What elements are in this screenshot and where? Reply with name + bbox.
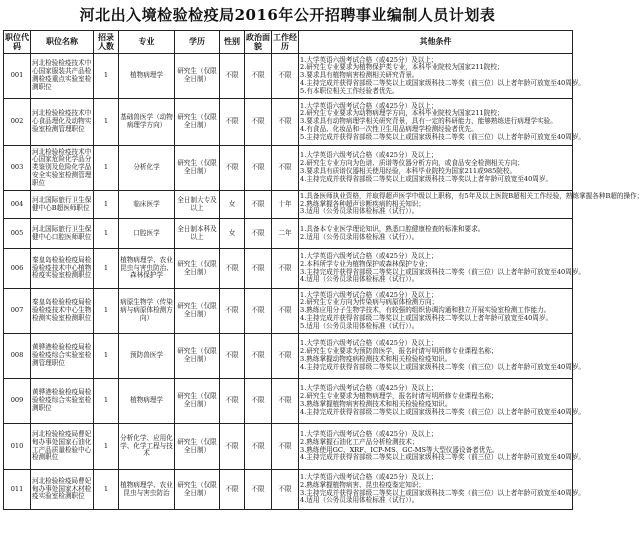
education-cell: 研究生（仅限全日制） — [175, 424, 220, 470]
gender-cell: 不限 — [220, 334, 245, 379]
major-cell: 植物病理学 — [119, 379, 175, 424]
education-cell: 研究生（仅限全日制） — [175, 334, 220, 379]
political-status-cell: 不限 — [245, 249, 272, 289]
position-name-cell: 河北检验检疫局曹妃甸办事处国家石油化工产品质量检验中心检测职位 — [31, 424, 94, 470]
gender-cell: 不限 — [220, 289, 245, 334]
condition-line: 3.主持完成并获得省部级二等奖以上或国家级科技二等奖（前三位）以上者年龄可放宽至40周岁。 — [300, 488, 586, 497]
work-experience-cell: 不限 — [272, 289, 299, 334]
gender-cell: 不限 — [220, 54, 245, 99]
position-code-cell: 006 — [4, 249, 31, 289]
header-gender: 性别 — [220, 31, 245, 54]
other-conditions-cell — [299, 99, 586, 146]
condition-line: 5.有本职位相关工作经验者优先。 — [300, 86, 399, 95]
other-conditions-cell — [299, 289, 573, 334]
condition-line: 2.熟练掌握石油化工产品分析检测技术； — [300, 437, 419, 446]
condition-line: 2.适用（公务员录用体检标准（试行））。 — [300, 232, 419, 241]
recruit-count-cell: 1 — [94, 379, 119, 424]
gender-cell: 女 — [220, 191, 245, 219]
position-name-cell: 秦皇岛检验检疫局检验检疫技术中心生物检测实验室检测职位 — [31, 289, 94, 334]
condition-line: 4.适用（公务员录用体检标准（试行））。 — [300, 275, 419, 284]
other-conditions-cell — [299, 424, 586, 470]
condition-line: 5.主持完成并获得省部级二等奖以上或国家级科技二等奖（前三位）以上者年龄可放宽至40周岁。 — [300, 132, 586, 141]
work-experience-cell: 不限 — [272, 334, 299, 379]
header-experience: 工作经历 — [272, 31, 299, 54]
condition-line: 2.研究生专业要求为动物病理学方向，本科毕业院校为国家211院校； — [300, 109, 504, 118]
recruit-count-cell: 1 — [94, 334, 119, 379]
condition-line: 3.熟练掌握植物病害检测技术和相关检验检疫知识。 — [300, 400, 452, 408]
work-experience-cell: 不限 — [272, 54, 299, 99]
table-row — [4, 219, 573, 249]
condition-line: 3.熟练掌握动物疫病检测技术和相关检验检疫知识。 — [300, 355, 452, 363]
condition-line: 3.要求具有动物病理学相关研究背景，具有一定的科研能力，能够熟练进行病理学实验。 — [300, 117, 557, 126]
gender-cell: 不限 — [220, 249, 245, 289]
position-code-cell: 003 — [4, 146, 31, 191]
other-conditions-cell — [299, 191, 643, 219]
political-status-cell: 不限 — [245, 334, 272, 379]
work-experience-cell: 不限 — [272, 99, 299, 146]
table-row — [4, 289, 573, 334]
position-code-cell: 009 — [4, 379, 31, 424]
condition-line: 5.适用（公务员录用体检标准（试行））。 — [300, 321, 419, 330]
major-cell: 植物病理学、农业昆虫与害虫防治 — [119, 470, 175, 510]
table-row — [4, 249, 573, 289]
major-cell: 预防兽医学 — [119, 334, 175, 379]
other-conditions-cell — [299, 146, 573, 191]
condition-line: 1.具备本专业医学理论知识，熟悉口腔健康检查的标准和要求。 — [300, 224, 485, 233]
table-row — [4, 191, 573, 219]
major-cell: 分析化学 — [119, 146, 175, 191]
condition-line: 1.大学英语六级考试合格（或425分）及以上； — [300, 101, 438, 110]
gender-cell: 不限 — [220, 146, 245, 191]
recruit-count-cell: 1 — [94, 54, 119, 99]
table-header-row — [4, 31, 573, 54]
condition-line: 1.大学英语六级考试合格（或425分）及以上； — [300, 339, 438, 348]
work-experience-cell: 不限 — [272, 146, 299, 191]
major-cell: 临床医学 — [119, 191, 175, 219]
work-experience-cell: 不限 — [272, 249, 299, 289]
condition-line: 1.大学英语六级考试合格（或425分）及以上； — [300, 472, 438, 481]
education-cell: 研究生（仅限全日制） — [175, 470, 220, 510]
recruit-count-cell: 1 — [94, 99, 119, 146]
table-row — [4, 424, 573, 470]
major-cell: 植物病理学 — [119, 54, 175, 99]
condition-line: 4.主持完成并获得省部级二等奖以上或国家级科技二等奖（前三位）以上者年龄可放宽至40周岁。 — [300, 407, 586, 416]
header-politics: 政治面貌 — [245, 31, 272, 54]
position-name-cell: 河北检验检疫技术中心国家危险化学品分类鉴别及危险化学品安全实验室检测管理职位 — [31, 146, 94, 191]
condition-line: 2.熟练掌握各种超声诊断疾病的相关知识； — [300, 199, 425, 208]
table-body — [4, 54, 643, 510]
other-conditions-cell — [299, 379, 586, 424]
position-code-cell: 005 — [4, 219, 31, 249]
condition-line: 3.要求具有质谱仪器相关使用经验，本科毕业院校为国家211或985院校。 — [300, 167, 517, 175]
education-cell: 研究生（仅限全日制） — [175, 99, 220, 146]
condition-line: 4.主持完成并获得省部级二等奖以上或国家级科技二等奖以上者年龄可放宽至40周岁。 — [300, 174, 553, 183]
condition-line: 2.研究生专业方向为色谱、质谱等仪器分析方向，或食品安全检测相关方向； — [300, 159, 524, 168]
position-name-cell: 河北检验检疫技术中心国家服装共产品检测检疫重点实验室检测职位 — [31, 54, 94, 99]
position-code-cell: 001 — [4, 54, 31, 99]
work-experience-cell: 不限 — [272, 379, 299, 424]
table-row — [4, 146, 573, 191]
recruit-count-cell: 1 — [94, 289, 119, 334]
condition-line: 2.研究生专业要求为预防兽医学，报名时请写明所修专业课程名称； — [300, 347, 498, 356]
political-status-cell: 不限 — [245, 54, 272, 99]
position-code-cell: 011 — [4, 470, 31, 510]
condition-line: 1.大学英语六级考试合格（或425分）及以上； — [300, 251, 438, 260]
header-major: 专业 — [119, 31, 175, 54]
major-cell: 基础兽医学（动物病理学方向） — [119, 99, 175, 146]
recruit-count-cell: 1 — [94, 219, 119, 249]
condition-line: 1.大学英语六级考试合格（或425分）及以上； — [300, 151, 438, 160]
position-name-cell: 秦皇岛检验检疫局检验检疫技术中心植物检疫实验室检测职位 — [31, 249, 94, 289]
table-row — [4, 379, 573, 424]
education-cell: 研究生（仅限全日制） — [175, 379, 220, 424]
work-experience-cell: 不限 — [272, 470, 299, 510]
work-experience-cell: 十年 — [272, 191, 299, 219]
condition-line: 3.适用（公务员录用体检标准（试行））。 — [300, 207, 419, 216]
condition-line: 4.主持完成并获得省部级二等奖以上或国家级科技二等奖（前三位）以上者年龄可放宽至40周岁。 — [300, 78, 586, 87]
recruitment-plan-table — [3, 30, 643, 510]
position-name-cell: 黄骅港检验检疫局检验检疫综合实验室检测管理职位 — [31, 334, 94, 379]
table-row — [4, 334, 573, 379]
condition-line: 2.研究生专业要求为植物保护类专业，本科毕业院校为国家211院校； — [300, 63, 504, 72]
gender-cell: 女 — [220, 219, 245, 249]
position-name-cell: 河北国际旅行卫生保健中心口腔医师职位 — [31, 219, 94, 249]
political-status-cell: 不限 — [245, 99, 272, 146]
major-cell: 口腔医学 — [119, 219, 175, 249]
condition-line: 1.大学英语六级考试合格（或425分）及以上； — [300, 384, 438, 393]
header-name: 职位名称 — [31, 31, 94, 54]
condition-line: 4.主持完成并获得省部级二等奖以上或国家级科技二等奖以上者年龄可放宽至40周岁。 — [300, 313, 553, 322]
major-cell: 植物病理学、农业昆虫与害虫防治、森林保护学 — [119, 249, 175, 289]
document-title: 河北出入境检验检疫局2016年公开招聘事业编制人员计划表 — [79, 6, 496, 24]
condition-line: 1.具备医师执业资格，并取得超声医学中级以上职称，有5年及以上医院B超相关工作经验，熟练掌握各种B超的操作； — [300, 191, 643, 200]
education-cell: 全日制大专及以上 — [175, 191, 220, 219]
table-row — [4, 54, 573, 99]
education-cell: 研究生（仅限全日制） — [175, 289, 220, 334]
recruit-count-cell: 1 — [94, 191, 119, 219]
position-name-cell: 河北国际旅行卫生保健中心B超医师职位 — [31, 191, 94, 219]
political-status-cell: 不限 — [245, 191, 272, 219]
header-conditions: 其他条件 — [299, 31, 573, 54]
recruit-count-cell: 1 — [94, 424, 119, 470]
recruit-count-cell: 1 — [94, 470, 119, 510]
condition-line: 4.适用（公务员录用体检标准（试行））。 — [300, 496, 419, 505]
condition-line: 1.大学英语六级考试合格（或425分）及以上； — [300, 290, 438, 299]
position-name-cell: 河北检验检疫局曹妃甸办事处国家木材检疫实验室检测职位 — [31, 470, 94, 510]
political-status-cell: 不限 — [245, 146, 272, 191]
condition-line: 3.熟练应用分子生物学技术，有较强的组织协调沟通和独立开展实验室检测工作能力。 — [300, 306, 551, 315]
other-conditions-cell — [299, 219, 573, 249]
condition-line: 4.主持完成并获得省部级二等奖以上或国家级科技二等奖（前三位）以上者年龄可放宽至40周岁。 — [300, 453, 586, 462]
education-cell: 研究生（仅限全日制） — [175, 54, 220, 99]
condition-line: 3.要求具有植物病害检测相关研究背景。 — [300, 71, 419, 80]
position-code-cell: 007 — [4, 289, 31, 334]
position-code-cell: 008 — [4, 334, 31, 379]
header-code: 职位代码 — [4, 31, 31, 54]
education-cell: 研究生（仅限全日制） — [175, 146, 220, 191]
condition-line: 3.主持完成并获得省部级二等奖以上或国家级科技二等奖（前三位）以上者年龄可放宽至40周岁。 — [300, 267, 586, 276]
header-education: 学历 — [175, 31, 220, 54]
other-conditions-cell — [299, 249, 586, 289]
political-status-cell: 不限 — [245, 470, 272, 510]
education-cell: 研究生（仅限全日制） — [175, 249, 220, 289]
position-name-cell: 黄骅港检验检疫局检验检疫综合实验室检测职位 — [31, 379, 94, 424]
condition-line: 4.主持完成并获得省部级二等奖以上或国家级科技二等奖（前三位）以上者年龄可放宽至40周岁。 — [300, 362, 586, 371]
condition-line: 3.熟练使用GC、XRF、ICP-MS、GC-MS等大型仪器设备者优先。 — [300, 445, 499, 454]
position-code-cell: 010 — [4, 424, 31, 470]
political-status-cell: 不限 — [245, 289, 272, 334]
other-conditions-cell — [299, 470, 586, 510]
condition-line: 2.研究生专业方向为传染病与病原体检测方向； — [300, 298, 439, 307]
work-experience-cell: 不限 — [272, 424, 299, 470]
condition-line: 4.有食品、化妆品和一次性卫生用品病理学检测经验者优先。 — [300, 124, 478, 133]
table-row — [4, 470, 573, 510]
condition-line: 2.熟练掌握植物病害、昆虫检疫鉴定知识； — [300, 480, 425, 489]
condition-line: 1.大学英语六级考试合格（或425分）及以上； — [300, 429, 438, 438]
gender-cell: 不限 — [220, 470, 245, 510]
header-count: 招录人数 — [94, 31, 119, 54]
political-status-cell: 不限 — [245, 219, 272, 249]
political-status-cell: 不限 — [245, 424, 272, 470]
condition-line: 2.本科所学专业为植物保护或森林保护专业； — [300, 259, 432, 268]
major-cell: 病原生物学（传染病与病原体检测方向） — [119, 289, 175, 334]
recruit-count-cell: 1 — [94, 249, 119, 289]
political-status-cell: 不限 — [245, 379, 272, 424]
other-conditions-cell — [299, 54, 586, 99]
recruit-count-cell: 1 — [94, 146, 119, 191]
other-conditions-cell — [299, 334, 586, 379]
gender-cell: 不限 — [220, 424, 245, 470]
position-name-cell: 河北检验检疫技术中心食品理化及动物实验室检测管理职位 — [31, 99, 94, 146]
education-cell: 全日制本科及以上 — [175, 219, 220, 249]
condition-line: 2.研究生专业要求为植物病理学，报名时请写明所修专业课程名称； — [300, 392, 498, 401]
gender-cell: 不限 — [220, 99, 245, 146]
major-cell: 分析化学、应用化学、化学工程与技术 — [119, 424, 175, 470]
condition-line: 1.大学英语六级考试合格（或425分）及以上； — [300, 55, 438, 64]
position-code-cell: 002 — [4, 99, 31, 146]
gender-cell: 不限 — [220, 379, 245, 424]
table-row — [4, 99, 573, 146]
position-code-cell: 004 — [4, 191, 31, 219]
work-experience-cell: 二年 — [272, 219, 299, 249]
